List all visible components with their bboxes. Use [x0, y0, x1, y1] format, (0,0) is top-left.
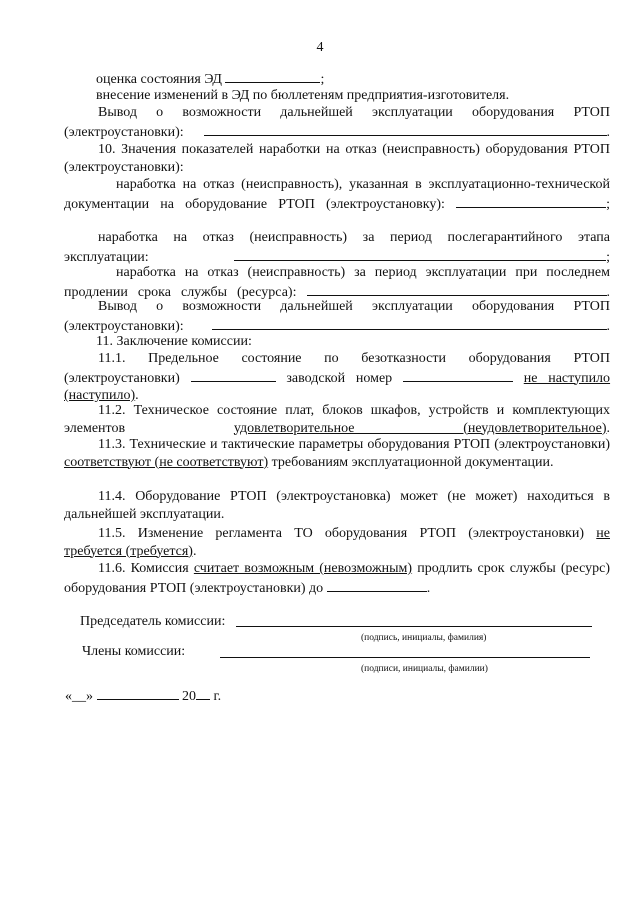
mtbf-extension-blank[interactable] [307, 282, 607, 296]
item-11-2-option: удовлетворительное (неудовлетворительное) [233, 420, 607, 436]
chairman-signature-line[interactable] [236, 626, 592, 627]
ed-changes-line: внесение изменений в ЭД по бюллетеням предприятия-изготовителя. [96, 88, 510, 103]
item-11-5-option: не требуется (требуется) [64, 526, 610, 559]
conclusion-2: Вывод о возможности дальнейшей эксплуатации оборудования РТОП (электроустановки): . [64, 299, 610, 334]
conclusion-2-blank[interactable] [212, 316, 607, 330]
date-day-blank[interactable]: __ [72, 689, 86, 704]
members-caption: (подписи, инициалы, фамилии) [361, 664, 488, 674]
mtbf-post-blank[interactable] [234, 247, 606, 261]
mtbf-doc-blank[interactable] [456, 194, 606, 208]
conclusion-1: Вывод о возможности дальнейшей эксплуатации оборудования РТОП (электроустановки): . [64, 105, 610, 140]
members-signature-line[interactable] [220, 657, 590, 658]
item-11-5: 11.5. Изменение регламента ТО оборудования РТОП (электроустановки) не требуется (требуется). [64, 526, 610, 559]
date-line: «__» 20 г. [65, 686, 365, 706]
item-11-3-option: соответствуют (не соответствуют) [64, 454, 269, 470]
item-11-6-option: считает возможным (невозможным) [193, 561, 413, 576]
item-11-1-option: не наступило (наступило) [64, 370, 611, 403]
chairman-caption: (подпись, инициалы, фамилия) [361, 633, 487, 643]
item-11-6: 11.6. Комиссия считает возможным (невозможным) продлить срок службы (ресурс) оборудования РТОП (электроустановки) до . [64, 561, 610, 596]
members-label: Члены комиссии: [82, 644, 186, 659]
item-11-6-date-blank[interactable] [327, 578, 427, 592]
item-10: 10. Значения показателей наработки на отказ (неисправность) оборудования РТОП (электроустановки): [64, 142, 610, 175]
mtbf-post-warranty: наработка на отказ (неисправность) за период послегарантийного этапа эксплуатации: ; [64, 230, 610, 265]
ed-state-label: оценка состояния ЭД [96, 72, 222, 87]
item-11-1: 11.1. Предельное состояние по безотказности оборудования РТОП (электроустановки) заводской номер не наступило (наступило). [64, 351, 611, 403]
item-11-1-state-blank[interactable] [191, 368, 276, 382]
page-number: 4 [316, 40, 324, 55]
date-year-blank[interactable] [196, 686, 210, 700]
chairman-label: Председатель комиссии: [80, 614, 226, 629]
mtbf-extension: наработка на отказ (неисправность) за период эксплуатации при последнем продлении срока службы (ресурса): . [64, 265, 611, 300]
item-11-4: 11.4. Оборудование РТОП (электроустановка) может (не может) находиться в дальнейшей эксплуатации. [64, 489, 610, 522]
item-11-2: 11.2. Техническое состояние плат, блоков шкафов, устройств и комплектующих элементов удовлетворительное (неудовлетворительное). [64, 403, 610, 436]
item-11-1-serial-blank[interactable] [403, 368, 513, 382]
ed-state-line: оценка состояния ЭД ; [96, 69, 596, 89]
item-11-heading: 11. Заключение комиссии: [96, 334, 252, 349]
conclusion-1-blank[interactable] [204, 122, 607, 136]
date-month-blank[interactable] [97, 686, 179, 700]
item-11-3: 11.3. Технические и тактические параметры оборудования РТОП (электроустановки) соответствуют (не соответствуют) требованиям эксплуатационной документации. [64, 437, 610, 470]
mtbf-doc: наработка на отказ (неисправность), указанная в эксплуатационно-технической документации на оборудование РТОП (электроустановку): ; [64, 177, 610, 212]
ed-state-blank[interactable] [225, 69, 320, 83]
